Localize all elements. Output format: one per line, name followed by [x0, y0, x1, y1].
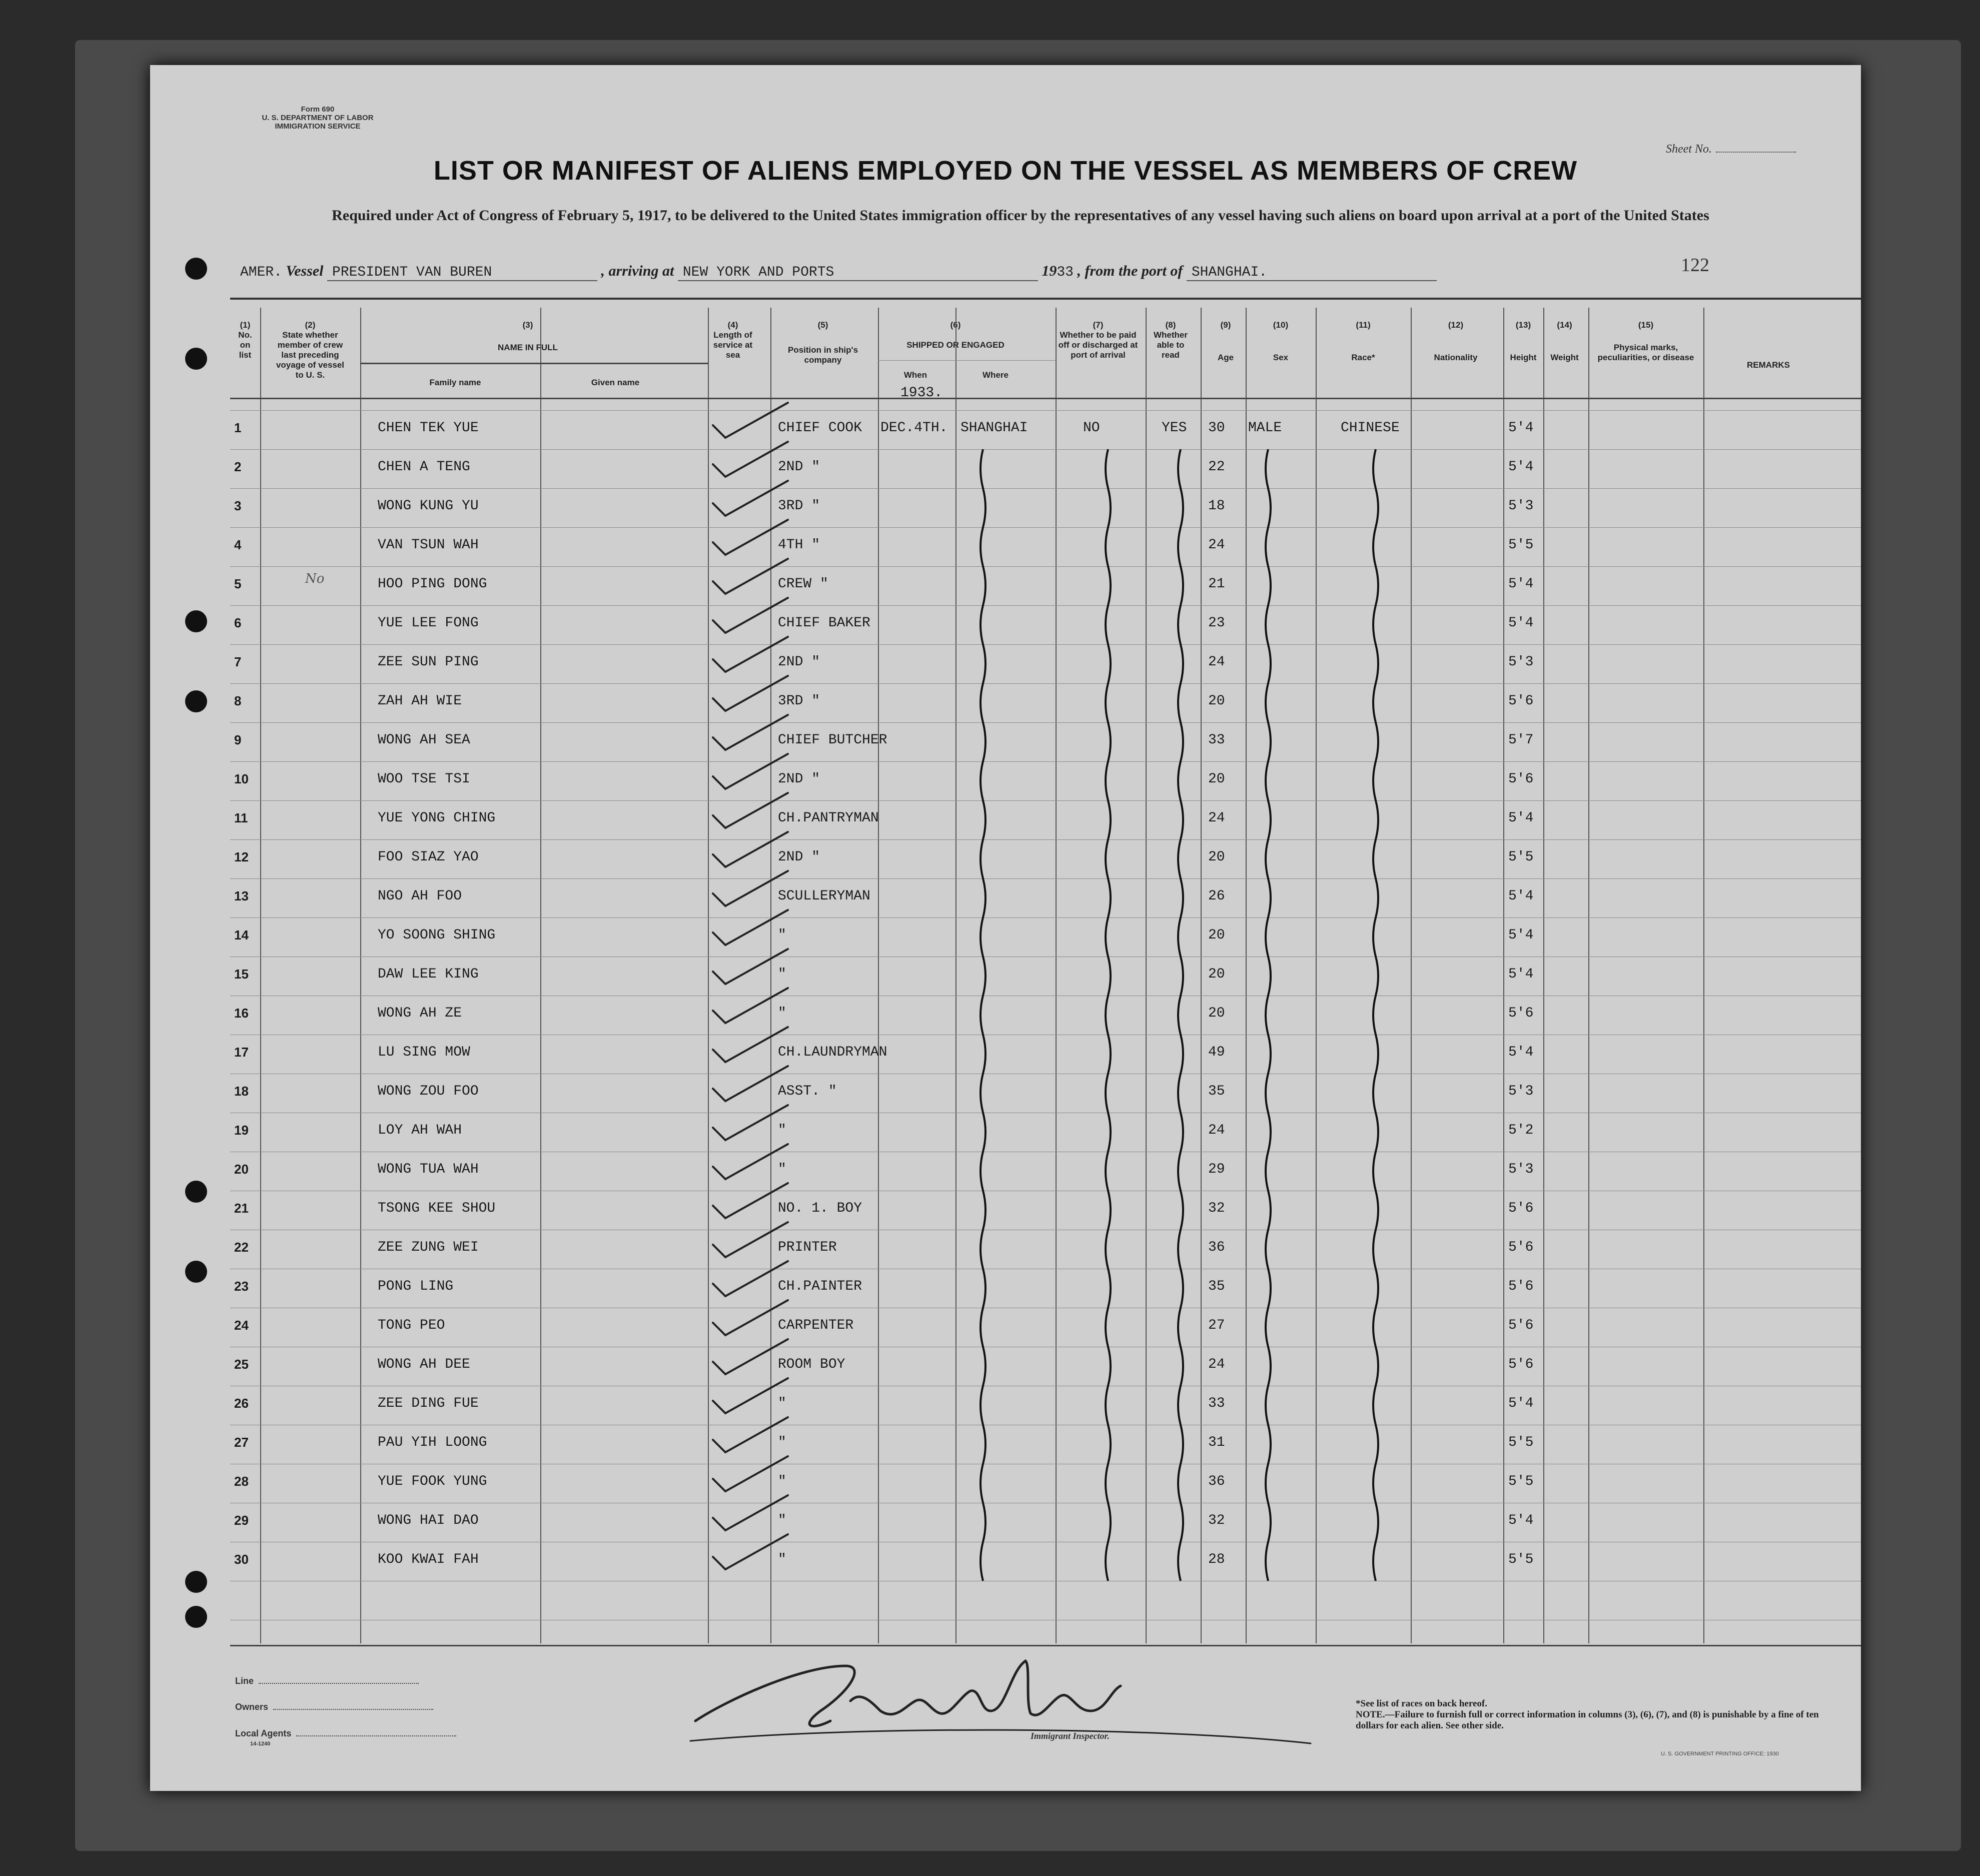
crew-age: 36 [1208, 1474, 1225, 1489]
footer-agents-field: Local Agents [235, 1728, 456, 1739]
from-port: SHANGHAI. [1187, 265, 1437, 281]
crew-position: " [778, 1513, 786, 1528]
crew-height: 5'5 [1508, 537, 1534, 553]
crew-height: 5'4 [1508, 1513, 1534, 1528]
form-number: Form 690 [301, 105, 335, 114]
crew-name: WONG HAI DAO [378, 1513, 479, 1528]
crew-height: 5'4 [1508, 420, 1534, 436]
crew-height: 5'4 [1508, 927, 1534, 943]
crew-position: 4TH " [778, 537, 820, 553]
crew-name: WOO TSE TSI [378, 771, 470, 787]
checkmark [713, 559, 788, 594]
col-header-where: Where [982, 370, 1009, 380]
crew-age: 18 [1208, 498, 1225, 514]
row-number: 22 [234, 1240, 249, 1255]
col-header-family-name: Family name [429, 378, 481, 387]
checkmark [713, 871, 788, 906]
crew-position: " [778, 1123, 786, 1138]
crew-age: 36 [1208, 1240, 1225, 1255]
crew-age: 20 [1208, 693, 1225, 709]
checkmark [713, 793, 788, 828]
crew-age: 32 [1208, 1201, 1225, 1216]
col-header-service: (4) Length of service at sea [713, 320, 753, 360]
arriving-port: NEW YORK AND PORTS [678, 265, 1038, 281]
checkmark [713, 676, 788, 711]
inspector-signature [690, 1661, 1311, 1743]
ditto-line [980, 449, 985, 1581]
checkmark [713, 1378, 788, 1413]
row-number: 16 [234, 1006, 249, 1021]
crew-name: LOY AH WAH [378, 1123, 462, 1138]
checkmark [713, 1339, 788, 1374]
checkmark [713, 988, 788, 1023]
crew-age: 24 [1208, 1357, 1225, 1372]
crew-position: 2ND " [778, 459, 820, 475]
crew-height: 5'3 [1508, 1162, 1534, 1177]
col-header-given-name: Given name [591, 378, 640, 387]
crew-name: VAN TSUN WAH [378, 537, 479, 553]
col-header-position: (5) Position in ship's company [787, 320, 858, 365]
crew-height: 5'4 [1508, 967, 1534, 982]
crew-height: 5'6 [1508, 1006, 1534, 1021]
crew-age: 20 [1208, 1006, 1225, 1021]
crew-age: 24 [1208, 1123, 1225, 1138]
sheet-no-label: Sheet No. [1666, 143, 1712, 156]
crew-age: 22 [1208, 459, 1225, 475]
crew-height: 5'6 [1508, 1318, 1534, 1333]
crew-height: 5'4 [1508, 1396, 1534, 1411]
col-header-name: (3) NAME IN FULL [498, 320, 558, 352]
crew-height: 5'4 [1508, 888, 1534, 904]
crew-name: NGO AH FOO [378, 888, 462, 904]
crew-height: 5'5 [1508, 1552, 1534, 1567]
row-number: 15 [234, 967, 249, 982]
crew-name: WONG AH SEA [378, 732, 470, 748]
row-number: 7 [234, 654, 242, 669]
col-header-read: (8) Whether able to read [1154, 320, 1188, 360]
crew-position: " [778, 1474, 786, 1489]
crew-position: ROOM BOY [778, 1357, 845, 1372]
crew-position: " [778, 1552, 786, 1567]
row-number: 3 [234, 498, 242, 513]
row-number: 26 [234, 1396, 249, 1411]
crew-age: 23 [1208, 615, 1225, 631]
col-header-sex: (10) Sex [1273, 320, 1289, 362]
col-header-remarks: REMARKS [1747, 360, 1790, 370]
inspector-label: Immigrant Inspector. [1031, 1731, 1110, 1741]
checkmark [713, 1183, 788, 1218]
checkmark [713, 1222, 788, 1257]
crew-age: 30 [1208, 420, 1225, 436]
crew-height: 5'5 [1508, 1474, 1534, 1489]
row-number: 19 [234, 1123, 249, 1138]
crew-height: 5'7 [1508, 732, 1534, 748]
ditto-line [1266, 449, 1271, 1581]
crew-name: FOO SIAZ YAO [378, 849, 479, 865]
crew-name: ZEE SUN PING [378, 654, 479, 670]
checkmark [713, 481, 788, 516]
checkmark [713, 1027, 788, 1062]
crew-height: 5'5 [1508, 849, 1534, 865]
checkmark [713, 520, 788, 555]
row-number: 20 [234, 1162, 249, 1177]
crew-height: 5'6 [1508, 771, 1534, 787]
crew-name: WONG ZOU FOO [378, 1084, 479, 1099]
crew-name: ZAH AH WIE [378, 693, 462, 709]
crew-name: TONG PEO [378, 1318, 445, 1333]
crew-position: CHIEF COOK [778, 420, 862, 436]
crew-name: HOO PING DONG [378, 576, 487, 592]
crew-position: SCULLERYMAN [778, 888, 870, 904]
crew-height: 5'3 [1508, 1084, 1534, 1099]
row-number: 6 [234, 615, 242, 630]
printing-office-mark: U. S. GOVERNMENT PRINTING OFFICE: 1930 [1661, 1751, 1779, 1757]
crew-name: YO SOONG SHING [378, 927, 496, 943]
crew-name: ZEE ZUNG WEI [378, 1240, 479, 1255]
row-number: 12 [234, 849, 249, 864]
crew-height: 5'3 [1508, 498, 1534, 514]
crew-age: 20 [1208, 849, 1225, 865]
races-note: *See list of races on back hereof. [1356, 1698, 1487, 1709]
crew-height: 5'6 [1508, 693, 1534, 709]
crew-position: " [778, 927, 786, 943]
crew-position: CH.PANTRYMAN [778, 810, 879, 826]
arriving-label: , arriving at [601, 263, 674, 279]
crew-name: LU SING MOW [378, 1045, 470, 1060]
col-header-physical-marks: (15) Physical marks, peculiarities, or disease [1597, 320, 1694, 362]
crew-name: DAW LEE KING [378, 967, 479, 982]
checkmark [713, 1300, 788, 1335]
crew-age: 21 [1208, 576, 1225, 592]
vessel-name: PRESIDENT VAN BUREN [327, 265, 597, 281]
footer-line-field: Line [235, 1676, 419, 1686]
crew-age: 49 [1208, 1045, 1225, 1060]
checkmark [713, 1456, 788, 1491]
crew-position: CHIEF BAKER [778, 615, 870, 631]
crew-age: 24 [1208, 810, 1225, 826]
row-number: 8 [234, 693, 242, 708]
checkmark [713, 1144, 788, 1179]
race-value: CHINESE [1341, 420, 1400, 436]
crew-age: 32 [1208, 1513, 1225, 1528]
shipped-where: SHANGHAI [960, 420, 1028, 436]
crew-position: 3RD " [778, 498, 820, 514]
row-number: 23 [234, 1279, 249, 1294]
crew-name: PAU YIH LOONG [378, 1435, 487, 1450]
crew-position: CHIEF BUTCHER [778, 732, 887, 748]
ditto-line [1106, 449, 1111, 1581]
service-name: IMMIGRATION SERVICE [275, 122, 361, 131]
penalty-note: NOTE.—Failure to furnish full or correct information in columns (3), (6), (7), and (8) is punishable by a fine of ten dollars for each alien. See other side. [1356, 1709, 1819, 1731]
checkmark [713, 442, 788, 477]
checkmark [713, 403, 788, 438]
row-number: 14 [234, 927, 249, 943]
crew-age: 28 [1208, 1552, 1225, 1567]
checkmark [713, 1261, 788, 1296]
row-number: 21 [234, 1201, 249, 1216]
vessel-label: Vessel [286, 263, 324, 279]
sex-value: MALE [1248, 420, 1282, 436]
row-number: 1 [234, 420, 242, 435]
crew-age: 35 [1208, 1084, 1225, 1099]
checkmark [713, 1105, 788, 1140]
crew-position: CARPENTER [778, 1318, 854, 1333]
col-header-no: (1) No. on list [238, 320, 252, 360]
crew-position: NO. 1. BOY [778, 1201, 862, 1216]
crew-age: 27 [1208, 1318, 1225, 1333]
year-prefix: 19 [1042, 263, 1057, 279]
crew-name: KOO KWAI FAH [378, 1552, 479, 1567]
crew-position: " [778, 1435, 786, 1450]
col-header-height: (13) Height [1510, 320, 1537, 362]
col-header-race: (11) Race* [1351, 320, 1375, 362]
crew-age: 29 [1208, 1162, 1225, 1177]
row-number: 24 [234, 1318, 249, 1333]
crew-height: 5'4 [1508, 1045, 1534, 1060]
row-number: 28 [234, 1474, 249, 1489]
crew-position: " [778, 1162, 786, 1177]
row-number: 11 [234, 810, 248, 825]
able-to-read-value: YES [1162, 420, 1187, 436]
col-header-shipped: (6) SHIPPED OR ENGAGED [906, 320, 1005, 350]
crew-name: ZEE DING FUE [378, 1396, 479, 1411]
checkmark [713, 637, 788, 672]
crew-age: 33 [1208, 732, 1225, 748]
col-header-paid-off: (7) Whether to be paid off or discharged at port of arrival [1058, 320, 1138, 360]
row-number: 4 [234, 537, 242, 552]
checkmark [713, 1066, 788, 1101]
crew-height: 5'2 [1508, 1123, 1534, 1138]
crew-height: 5'4 [1508, 615, 1534, 631]
ditto-line [1373, 449, 1378, 1581]
crew-position: 2ND " [778, 849, 820, 865]
page-title: LIST OR MANIFEST OF ALIENS EMPLOYED ON THE VESSEL AS MEMBERS OF CREW [433, 156, 1578, 186]
crew-age: 24 [1208, 654, 1225, 670]
col-header-age: (9) Age [1217, 320, 1234, 362]
from-port-label: , from the port of [1077, 263, 1183, 279]
crew-height: 5'6 [1508, 1279, 1534, 1294]
crew-name: CHEN A TENG [378, 459, 470, 475]
row-number: 17 [234, 1045, 249, 1060]
crew-name: PONG LING [378, 1279, 454, 1294]
checkmark [713, 598, 788, 633]
year-suffix: 33 [1057, 265, 1074, 280]
crew-name: YUE LEE FONG [378, 615, 479, 631]
department-name: U. S. DEPARTMENT OF LABOR [262, 114, 374, 122]
checkmark [713, 754, 788, 789]
crew-position: " [778, 967, 786, 982]
checkmark [713, 832, 788, 867]
crew-position: ASST. " [778, 1084, 837, 1099]
footer-form-code: 14-1240 [250, 1741, 271, 1747]
crew-age: 24 [1208, 537, 1225, 553]
checkmark [713, 1417, 788, 1452]
crew-position: CREW " [778, 576, 828, 592]
crew-height: 5'6 [1508, 1240, 1534, 1255]
checkmark [713, 1534, 788, 1569]
crew-height: 5'3 [1508, 654, 1534, 670]
crew-position: PRINTER [778, 1240, 837, 1255]
checkmark [713, 1495, 788, 1530]
crew-age: 20 [1208, 927, 1225, 943]
crew-position: CH.PAINTER [778, 1279, 862, 1294]
row-number: 5 [234, 576, 242, 591]
shipped-when: DEC.4TH. [880, 420, 948, 436]
row-number: 27 [234, 1435, 249, 1450]
service-checkmarks [713, 403, 788, 1569]
row-number: 10 [234, 771, 249, 786]
col-header-weight: (14) Weight [1550, 320, 1579, 362]
crew-age: 35 [1208, 1279, 1225, 1294]
col-header-nationality: (12) Nationality [1434, 320, 1478, 362]
paid-off-value: NO [1083, 420, 1100, 436]
crew-name: YUE YONG CHING [378, 810, 496, 826]
crew-name: TSONG KEE SHOU [378, 1201, 496, 1216]
crew-position: " [778, 1396, 786, 1411]
crew-name: WONG AH ZE [378, 1006, 462, 1021]
checkmark [713, 715, 788, 750]
crew-name: WONG TUA WAH [378, 1162, 479, 1177]
row-number: 25 [234, 1357, 249, 1372]
crew-age: 31 [1208, 1435, 1225, 1450]
crew-height: 5'4 [1508, 459, 1534, 475]
vessel-flag: AMER. [240, 265, 283, 280]
row-number: 30 [234, 1552, 249, 1567]
row-number: 18 [234, 1084, 249, 1099]
crew-height: 5'6 [1508, 1201, 1534, 1216]
crew-age: 33 [1208, 1396, 1225, 1411]
crew-name: WONG KUNG YU [378, 498, 479, 514]
row-number: 29 [234, 1513, 249, 1528]
crew-age: 26 [1208, 888, 1225, 904]
crew-age: 20 [1208, 967, 1225, 982]
crew-position: 2ND " [778, 654, 820, 670]
row-number: 9 [234, 732, 242, 747]
handwritten-no: No [305, 571, 325, 586]
crew-height: 5'4 [1508, 810, 1534, 826]
crew-position: 2ND " [778, 771, 820, 787]
col-header-last-voyage: (2) State whether member of crew last preceding voyage of vessel to U. S. [276, 320, 345, 380]
sheet-number: 122 [1681, 255, 1709, 276]
ditto-line [1178, 449, 1183, 1581]
crew-name: CHEN TEK YUE [378, 420, 479, 436]
crew-position: CH.LAUNDRYMAN [778, 1045, 887, 1060]
row-number: 13 [234, 888, 249, 903]
crew-age: 20 [1208, 771, 1225, 787]
crew-height: 5'5 [1508, 1435, 1534, 1450]
crew-name: WONG AH DEE [378, 1357, 470, 1372]
crew-position: " [778, 1006, 786, 1021]
checkmark [713, 910, 788, 945]
row-number: 2 [234, 459, 242, 474]
crew-height: 5'6 [1508, 1357, 1534, 1372]
col-header-when: When [903, 370, 927, 380]
ditto-marks [980, 449, 1378, 1581]
page-subtitle: Required under Act of Congress of February 5, 1917, to be delivered to the United States immigration officer by the representatives of any vessel having such aliens on board upon arrival at a port of the United States [332, 207, 1709, 224]
footer-owners-field: Owners [235, 1702, 433, 1712]
crew-name: YUE FOOK YUNG [378, 1474, 487, 1489]
shipped-year: 1933. [900, 385, 943, 401]
crew-position: 3RD " [778, 693, 820, 709]
crew-height: 5'4 [1508, 576, 1534, 592]
checkmark [713, 949, 788, 984]
